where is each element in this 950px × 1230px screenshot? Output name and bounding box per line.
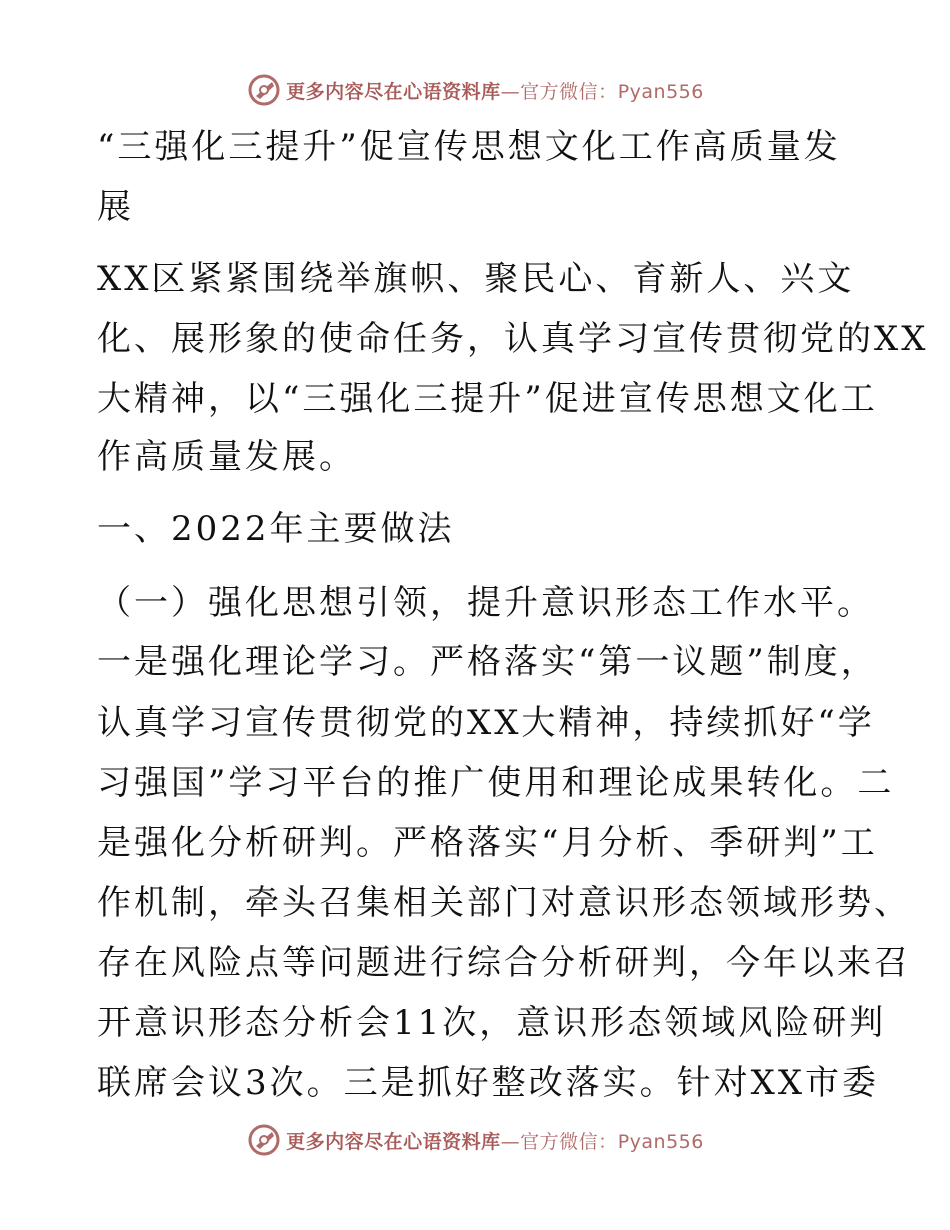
watermark-banner-top — [0, 70, 950, 110]
paragraph-line: 存在风险点等问题进行综合分析研判，今年以来召 — [97, 943, 911, 983]
logo-icon — [246, 1122, 282, 1158]
section-heading: 一、2022年主要做法 — [97, 509, 455, 549]
watermark-banner-bottom — [0, 1120, 950, 1160]
paragraph-line: 一是强化理论学习。严格落实“第一议题”制度， — [97, 642, 878, 682]
subsection-heading: （一）强化思想引领，提升意识形态工作水平。 — [97, 583, 874, 623]
paragraph-line: 联席会议3次。三是抓好整改落实。针对XX市委 — [97, 1063, 880, 1103]
document-title-line-2: 展 — [97, 187, 134, 227]
paragraph-line: XX区紧紧围绕举旗帜、聚民心、育新人、兴文 — [97, 259, 855, 299]
document-title-line-1: “三强化三提升”促宣传思想文化工作高质量发 — [97, 127, 841, 167]
paragraph-line: 习强国”学习平台的推广使用和理论成果转化。二 — [97, 763, 895, 803]
paragraph-line: 大精神，以“三强化三提升”促进宣传思想文化工 — [97, 379, 878, 419]
watermark-text: 更多内容尽在心语资料库—官方微信：Pyan556 — [286, 1130, 704, 1153]
paragraph-line: 开意识形态分析会11次，意识形态领域风险研判 — [97, 1003, 887, 1043]
paragraph-line: 化、展形象的使命任务，认真学习宣传贯彻党的XX — [97, 319, 929, 359]
paragraph-line: 是强化分析研判。严格落实“月分析、季研判”工 — [97, 823, 878, 863]
paragraph-line: 作机制，牵头召集相关部门对意识形态领域形势、 — [97, 883, 911, 923]
logo-icon — [246, 72, 282, 108]
watermark-text: 更多内容尽在心语资料库—官方微信：Pyan556 — [286, 80, 704, 103]
paragraph-line: 认真学习宣传贯彻党的XX大精神，持续抓好“学 — [97, 703, 875, 743]
paragraph-line: 作高质量发展。 — [97, 437, 356, 477]
